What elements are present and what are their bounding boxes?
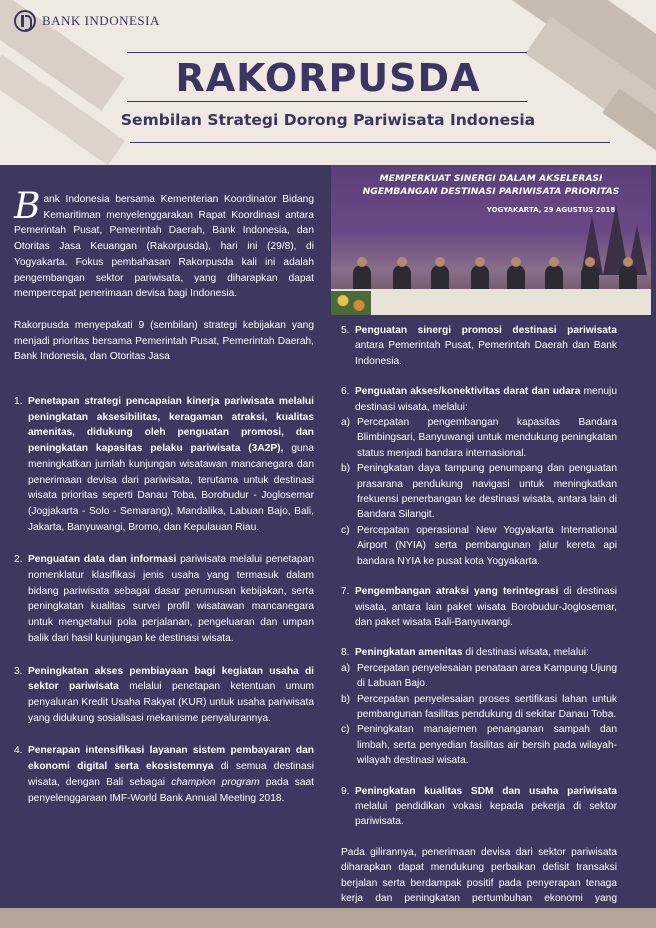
strategy-title: Penguatan sinergi promosi destinasi pariwisata — [355, 325, 617, 336]
page-header — [0, 0, 656, 165]
subtitle-bottom-rule — [130, 142, 610, 143]
bank-indonesia-logo-icon — [14, 10, 36, 32]
strategy-item-4: 4. Penerapan intensifikasi layanan sistem pembayaran dan ekonomi digital serta ekosistemnya di semua destinasi wisata, dengan Bali sebagai champion program pada saat penyelenggaraan IMF-World Bank Annual Meeting 2018. — [14, 745, 314, 804]
strategy-title: Penguatan data dan informasi — [28, 554, 177, 566]
sub-item-6a: a) Percepatan pengembangan kapasitas Bandara Blimbingsari, Banyuwangi untuk mendukung peningkatan status menjadi bandara internasional. — [341, 417, 617, 459]
title-top-rule — [127, 52, 527, 53]
intro-text: ank Indonesia bersama Kementerian Koordinator Bidang Kemaritiman menyelenggarakan Rapat Koordinasi antara Pemerintah Pusat, Pemerintah Daerah, Bank Indonesia, dan Otoritas Jasa Keuangan (Rakorpusda), hari ini (29/8), di Yogyakarta. Fokus pembahasan Rakorpusda kali ini adalah pengembangan sektor pariwisata, yang diharapkan dapat mempercepat penerimaan devisa bagi Indonesia. — [14, 194, 314, 300]
strategy-title: Penerapan intensifikasi layanan sistem pembayaran dan ekonomi digital serta ekosistemnya — [28, 745, 314, 773]
flower-decoration — [331, 291, 371, 315]
strategy-item-1: 1. Penetapan strategi pencapaian kinerja pariwisata melalui peningkatan aksesibilitas, keragaman atraksi, kualitas amenitas, didukung oleh penguatan promosi, dan peningkatan kapasitas pelaku pariwisata (3A2P), guna meningkatkan jumlah kunjungan wisatawan mancanegara dan penerimaan devisa dari pariwisata, terutama untuk destinasi wisata prioritas seperti Danau Toba, Borobudur - Joglosemar (Jogjakarta - Solo - Semarang), Mandalika, Labuan Bajo, Bali, Jakarta, Banyuwangi, Bromo, dan Kepulauan Riau. — [14, 396, 314, 533]
strategy-item-7: 7. Pengembangan atraksi yang terintegrasi di destinasi wisata, antara lain paket wisata Borobudur-Joglosemar, dan paket wisata Bali-Banyuwangi. — [341, 586, 617, 628]
photo-banner-line2: NGEMBANGAN DESTINASI PARIWISATA PRIORITAS — [362, 186, 620, 197]
footer-band — [0, 908, 656, 928]
strategy-title: Peningkatan kualitas SDM dan usaha pariwisata — [355, 785, 617, 797]
photo-date: YOGYAKARTA, 29 AGUSTUS 2018 — [486, 206, 616, 214]
content-panel — [0, 165, 656, 908]
sub-item-6b: b) Peningkatan daya tampung penumpang dan penguatan prasarana pendukung navigasi untuk meningkatkan frekuensi penerbangan ke destinasi wisata, antara lain di Bandara Silangit. — [341, 463, 617, 521]
closing-paragraph: Pada gilirannya, penerimaan devisa dari sektor pariwisata diharapkan dapat mendukung perbaikan defisit transaksi berjalan serta berdampak positif pada penyerapan tenaga kerja dan peningkatan pertumbuhan ekonomi yang — [341, 846, 617, 904]
strategy-item-5: 5. Penguatan sinergi promosi destinasi pariwisata antara Pemerintah Pusat, Pemerintah Daerah dan Bank Indonesia. — [341, 325, 617, 367]
sub-item-8a: a) Percepatan penyelesaian penataan area Kampung Ujung di Labuan Bajo. — [341, 662, 617, 690]
bank-logo — [14, 10, 160, 32]
page-subtitle: Sembilan Strategi Dorong Pariwisata Indonesia — [120, 111, 536, 129]
strategy-title: Peningkatan akses pembiayaan bagi kegiatan usaha di sektor pariwisata — [28, 665, 314, 693]
sub-item-8b: b) Percepatan penyelesaian proses sertifikasi lahan untuk pembangunan fasilitas pendukung di sekitar Danau Toba. — [341, 693, 617, 720]
strategy-item-8: 8. Peningkatan amenitas di destinasi wisata, melalui: — [341, 647, 589, 659]
strategy-title: Penetapan strategi pencapaian kinerja pariwisata melalui peningkatan aksesibilitas, keragaman atraksi, kualitas amenitas, didukung oleh penguatan promosi, dan peningkatan kapasitas pelaku pariwisata (3A2P), — [28, 396, 314, 455]
photo-banner-line1: MEMPERKUAT SINERGI DALAM AKSELERASI — [379, 173, 603, 184]
intro-paragraph-2: Rakorpusda menyepakati 9 (sembilan) strategi kebijakan yang menjadi prioritas bersama Pemerintah Pusat, Pemerintah Daerah, Bank Indonesia, dan Otoritas Jasa — [14, 319, 314, 363]
title-bottom-rule — [127, 101, 527, 102]
strategy-item-3: 3. Peningkatan akses pembiayaan bagi kegiatan usaha di sektor pariwisata melalui penetapan ketentuan umum penyaluran Kredit Usaha Rakyat (KUR) untuk usaha pariwisata yang didukung sosialisasi mekanisme penyalurannya. — [14, 665, 314, 724]
right-column — [341, 323, 617, 922]
intro-paragraph — [14, 186, 314, 302]
strategy-item-2: 2. Penguatan data dan informasi pariwisata melalui penetapan nomenklatur klasifikasi jenis usaha yang termasuk dalam bidang pariwisata sebagai dasar perumusan kebijakan, serta peningkatan kualitas survei profil wisatawan mancanegara untuk mengetahui pola perjalanan, pengeluaran dan umpan balik dari hasil kunjungan ke destinasi wisata. — [14, 554, 314, 644]
dropcap: B — [14, 186, 41, 227]
page-title: RAKORPUSDA — [175, 56, 481, 100]
strategy-title: Peningkatan amenitas — [355, 647, 463, 659]
strategy-title: Pengembangan atraksi yang terintegrasi — [355, 586, 559, 598]
table-front — [331, 289, 651, 315]
strategy-item-9: 9. Peningkatan kualitas SDM dan usaha pariwisata melalui pendidikan vokasi kepada pekerja di sektor pariwisata. — [341, 785, 617, 828]
sub-item-8c: c) Peningkatan manajemen penanganan sampah dan limbah, serta penyedian fasilitas air bersih pada wilayah-wilayah destinasi wisata. — [341, 724, 617, 767]
left-column — [14, 186, 314, 806]
event-photo — [331, 165, 651, 315]
sub-item-6c: c) Percepatan operasional New Yogyakarta International Airport (NYIA) serta pembangunan jalur kereta api bandara NYIA ke pusat kota Yogyakarta. — [341, 524, 617, 567]
strategy-item-6: 6. Penguatan akses/konektivitas darat dan udara menuju destinasi wisata, melalui: — [341, 386, 617, 413]
brand-name: BANK INDONESIA — [42, 13, 160, 28]
strategy-title: Penguatan akses/konektivitas darat dan udara — [355, 386, 581, 398]
